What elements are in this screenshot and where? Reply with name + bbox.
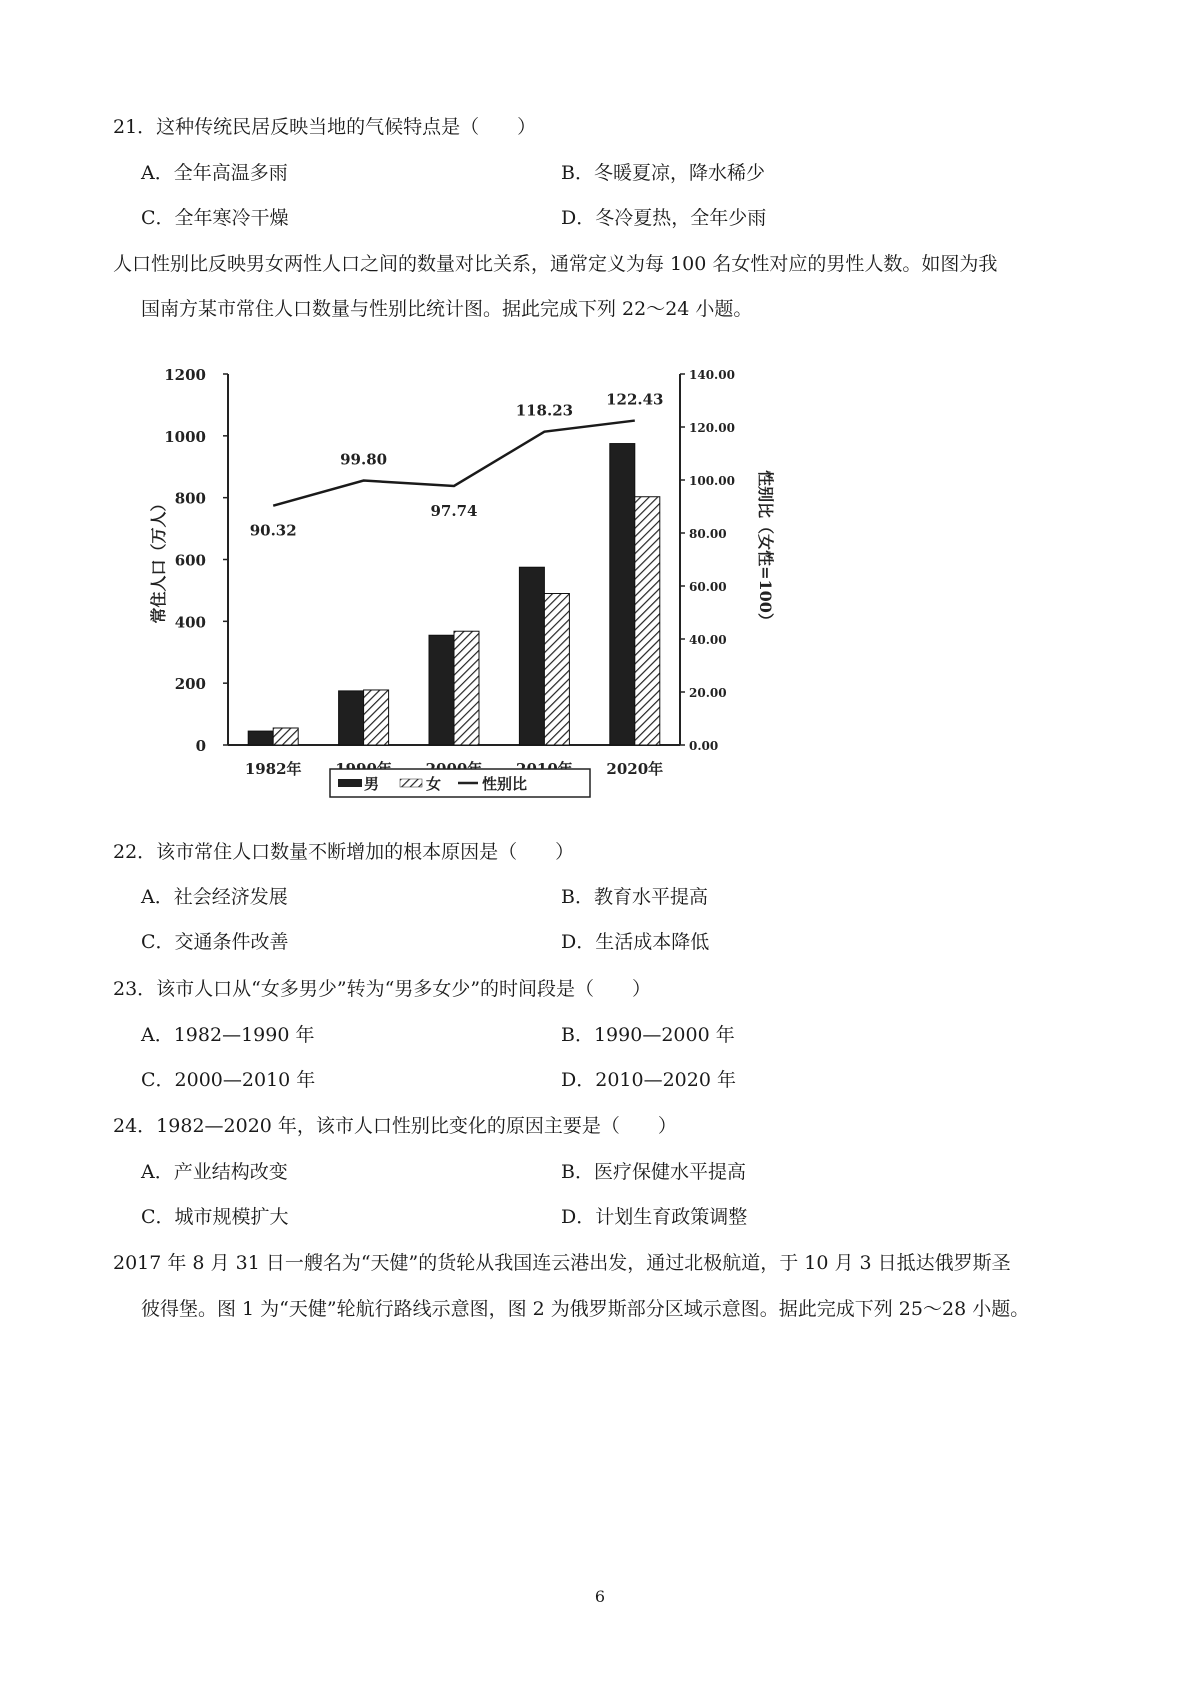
sex-ratio-line	[273, 421, 635, 506]
q22-option-d: D．生活成本降低	[561, 931, 710, 953]
sex-ratio-data-label: 99.80	[340, 450, 388, 469]
bar-female	[364, 690, 389, 745]
bar-male	[429, 635, 454, 745]
bar-female	[454, 631, 479, 745]
sex-ratio-data-label: 122.43	[606, 390, 664, 409]
left-axis-title: 常住人口（万人）	[149, 495, 168, 624]
right-tick-label: 80.00	[689, 527, 727, 541]
left-tick-label: 200	[174, 675, 206, 694]
x-tick-label: 2020年	[606, 760, 664, 778]
q22-option-a: A．社会经济发展	[141, 886, 288, 908]
right-tick-label: 0.00	[689, 739, 719, 753]
intro-paragraph-2-line-1: 2017 年 8 月 31 日一艘名为“天健”的货轮从我国连云港出发，通过北极航道，于 10 月 3 日抵达俄罗斯圣	[113, 1252, 1011, 1274]
question-23-stem: 23．该市人口从“女多男少”转为“男多女少”的时间段是（ ）	[113, 978, 652, 1000]
sex-ratio-data-label: 90.32	[249, 521, 297, 540]
bar-male	[339, 691, 364, 745]
q24-option-a: A．产业结构改变	[141, 1161, 288, 1183]
legend-female-label: 女	[426, 775, 442, 793]
page-number: 6	[594, 1587, 606, 1606]
q22-option-c: C．交通条件改善	[141, 931, 289, 953]
x-tick-label: 1982年	[244, 760, 302, 778]
chart-legend	[330, 769, 590, 797]
q24-option-d: D．计划生育政策调整	[561, 1206, 748, 1228]
intro-paragraph-1-line-2: 国南方某市常住人口数量与性别比统计图。据此完成下列 22～24 小题。	[141, 298, 753, 320]
question-22-stem: 22．该市常住人口数量不断增加的根本原因是（ ）	[113, 841, 575, 863]
q23-option-b: B．1990—2000 年	[561, 1024, 735, 1046]
left-tick-label: 800	[174, 489, 206, 508]
legend-male-label: 男	[364, 775, 380, 793]
legend-ratio-label: 性别比	[482, 775, 528, 793]
left-tick-label: 1000	[164, 427, 206, 446]
right-tick-label: 40.00	[689, 633, 727, 647]
q22-option-b: B．教育水平提高	[561, 886, 708, 908]
right-axis-title: 性别比（女性=100）	[756, 470, 775, 629]
q24-option-b: B．医疗保健水平提高	[561, 1161, 746, 1183]
q21-option-b: B．冬暖夏凉，降水稀少	[561, 162, 765, 184]
left-tick-label: 1200	[164, 366, 206, 384]
intro-paragraph-2-line-2: 彼得堡。图 1 为“天健”轮航行路线示意图，图 2 为俄罗斯部分区域示意图。据此完成下列 25～28 小题。	[141, 1298, 1030, 1320]
right-tick-label: 60.00	[689, 580, 727, 594]
question-21-stem: 21．这种传统民居反映当地的气候特点是（ ）	[113, 116, 537, 138]
right-tick-label: 140.00	[689, 368, 735, 382]
right-tick-label: 100.00	[689, 474, 735, 488]
q21-option-c: C．全年寒冷干燥	[141, 207, 289, 229]
bar-male	[248, 731, 273, 745]
bar-male	[610, 444, 635, 745]
left-tick-label: 400	[174, 613, 206, 632]
left-tick-label: 0	[195, 737, 206, 755]
legend-female-swatch	[400, 779, 422, 787]
right-tick-label: 20.00	[689, 686, 727, 700]
bar-female	[635, 497, 660, 745]
bar-male	[519, 567, 544, 745]
question-24-stem: 24．1982—2020 年，该市人口性别比变化的原因主要是（ ）	[113, 1115, 677, 1137]
bar-female	[544, 594, 569, 745]
q21-option-a: A．全年高温多雨	[141, 162, 288, 184]
chart-bars	[248, 444, 660, 745]
intro-paragraph-1-line-1: 人口性别比反映男女两性人口之间的数量对比关系，通常定义为每 100 名女性对应的男性人数。如图为我	[113, 253, 998, 275]
q24-option-c: C．城市规模扩大	[141, 1206, 289, 1228]
right-tick-label: 120.00	[689, 421, 735, 435]
legend-male-swatch	[338, 779, 362, 787]
population-sex-ratio-chart	[140, 352, 800, 827]
chart-ratio-line	[250, 391, 664, 540]
sex-ratio-data-label: 97.74	[430, 501, 478, 520]
bar-female	[273, 728, 298, 745]
q21-option-d: D．冬冷夏热，全年少雨	[561, 207, 767, 229]
left-tick-label: 600	[174, 551, 206, 570]
q23-option-d: D．2010—2020 年	[561, 1069, 736, 1091]
sex-ratio-data-label: 118.23	[515, 401, 574, 420]
q23-option-c: C．2000—2010 年	[141, 1069, 316, 1091]
q23-option-a: A．1982—1990 年	[141, 1024, 315, 1046]
